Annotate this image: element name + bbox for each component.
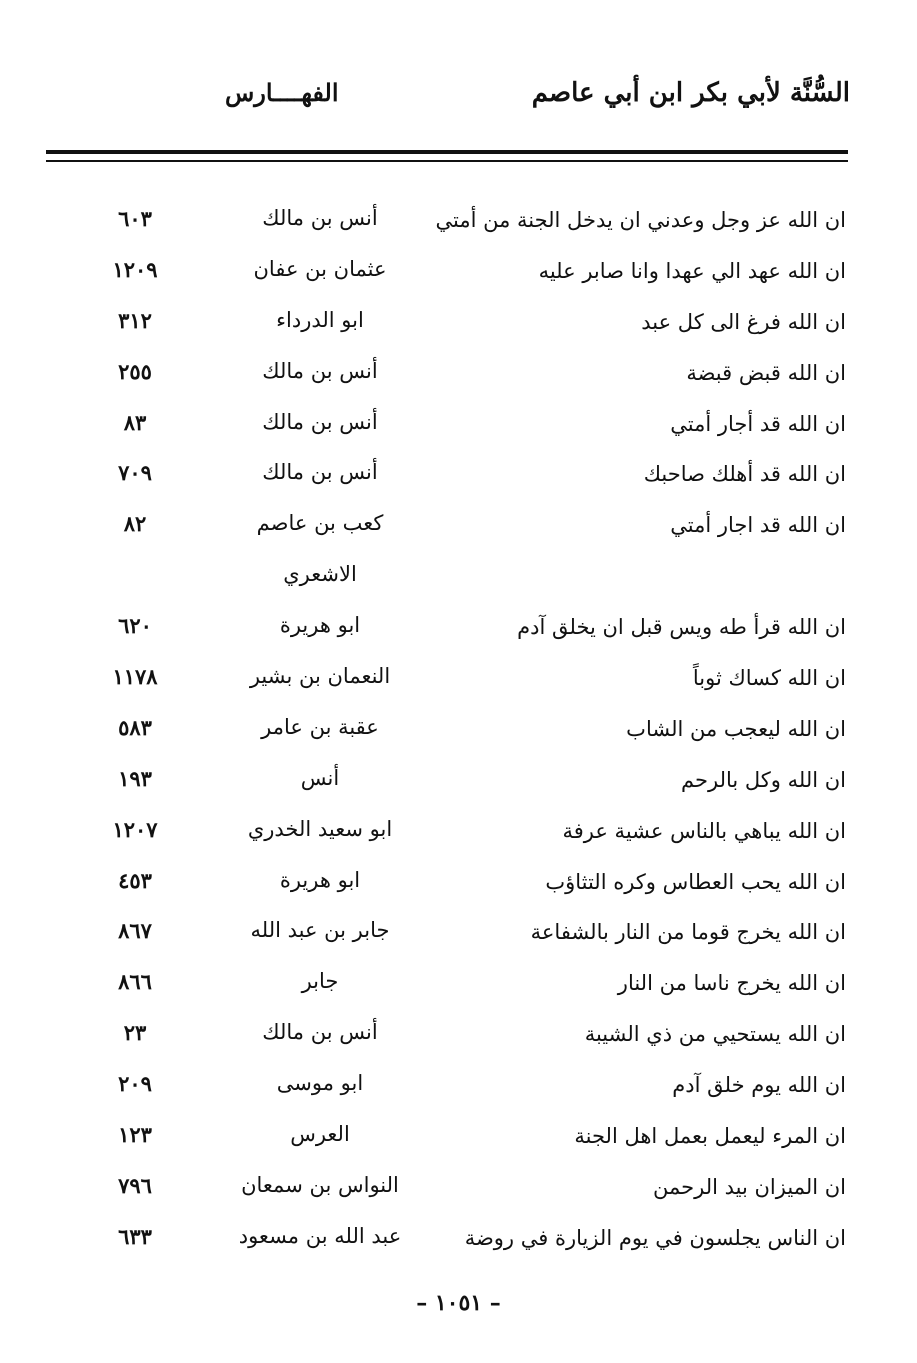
header-rule-thin — [46, 160, 848, 162]
table-row — [60, 503, 846, 554]
hadith-number: ٨٢ — [123, 511, 147, 537]
table-row — [60, 402, 846, 453]
hadith-number: ٥٨٣ — [118, 714, 152, 740]
hadith-number: ٨٦٦ — [118, 969, 152, 995]
narrator-name: ابو موسى — [276, 1071, 364, 1096]
hadith-text: ان الله قد أهلك صاحبك — [643, 462, 846, 487]
hadith-number: ٦٣٣ — [118, 1223, 152, 1249]
table-row — [60, 249, 846, 300]
hadith-text: ان الله يستحيي من ذي الشيبة — [584, 1022, 846, 1047]
narrator-name: عقبة بن عامر — [261, 714, 379, 739]
narrator-name: ابو سعيد الخدري — [247, 816, 393, 841]
narrator-name: أنس بن مالك — [262, 460, 378, 485]
table-row — [60, 860, 846, 911]
table-row — [60, 809, 846, 860]
narrator-name: ابو هريرة — [279, 613, 361, 638]
table-row — [60, 910, 846, 961]
hadith-number: ٢٥٥ — [118, 358, 152, 384]
narrator-name: جابر — [301, 969, 339, 994]
table-row — [60, 351, 846, 402]
table-row — [60, 1114, 846, 1165]
table-row — [60, 758, 846, 809]
narrator-name: أنس بن مالك — [262, 409, 378, 434]
table-row — [60, 1216, 846, 1267]
narrator-name: الاشعري — [283, 562, 357, 587]
narrator-name: أنس بن مالك — [262, 358, 378, 383]
table-row — [60, 961, 846, 1012]
index-table — [60, 198, 846, 1267]
hadith-text: ان المرء ليعمل بعمل اهل الجنة — [574, 1124, 846, 1149]
hadith-number: ٨٦٧ — [118, 918, 152, 944]
hadith-text: ان الله قد اجار أمتي — [670, 513, 846, 538]
book-title: السُّنَّة لأبي بكر ابن أبي عاصم — [531, 78, 850, 108]
narrator-name: أنس — [300, 765, 340, 790]
hadith-text: ان الله كساك ثوباً — [692, 666, 846, 691]
table-row — [60, 1012, 846, 1063]
narrator-name: جابر بن عبد الله — [250, 918, 390, 943]
hadith-text: ان الميزان بيد الرحمن — [653, 1174, 846, 1199]
table-row — [60, 1165, 846, 1216]
table-row — [60, 707, 846, 758]
hadith-text: ان الناس يجلسون في يوم الزيارة في روضة — [464, 1225, 846, 1250]
narrator-name: النواس بن سمعان — [241, 1172, 399, 1197]
hadith-number: ٢٣ — [123, 1020, 147, 1046]
hadith-number: ١١٧٨ — [112, 664, 158, 690]
narrator-name: عبد الله بن مسعود — [238, 1223, 402, 1248]
hadith-number: ١٩٣ — [118, 765, 152, 791]
hadith-number: ٣١٢ — [118, 307, 152, 333]
hadith-text: ان الله عز وجل وعدني ان يدخل الجنة من أمتي — [435, 208, 846, 232]
hadith-text: ان الله قرأ طه ويس قبل ان يخلق آدم — [517, 615, 846, 640]
page-number: – ١٠٥١ – — [416, 1290, 501, 1316]
hadith-number: ١٢٠٧ — [112, 816, 158, 842]
hadith-text: ان الله فرغ الى كل عبد — [641, 309, 846, 334]
table-row — [60, 300, 846, 351]
hadith-text: ان الله ليعجب من الشاب — [626, 716, 846, 741]
narrator-name: العرس — [290, 1122, 350, 1147]
hadith-number: ٦٠٣ — [118, 206, 152, 231]
hadith-text: ان الله يباهي بالناس عشية عرفة — [562, 818, 846, 843]
hadith-text: ان الله يخرج قوما من النار بالشفاعة — [530, 920, 846, 945]
hadith-text: ان الله يحب العطاس وكره التثاؤب — [545, 869, 846, 894]
hadith-number: ٢٠٩ — [118, 1071, 152, 1097]
table-row — [60, 554, 846, 605]
narrator-name: كعب بن عاصم — [256, 511, 384, 536]
table-row — [60, 198, 846, 249]
table-row — [60, 656, 846, 707]
header-rule-thick — [46, 150, 848, 154]
hadith-text: ان الله يوم خلق آدم — [672, 1073, 846, 1098]
hadith-number: ٤٥٣ — [118, 867, 152, 893]
page-header — [50, 78, 850, 128]
hadith-number: ١٢٣ — [118, 1122, 152, 1148]
hadith-number: ٨٣ — [123, 409, 147, 435]
hadith-text: ان الله يخرج ناسا من النار — [617, 971, 846, 996]
hadith-number: ١٢٠٩ — [112, 256, 158, 282]
narrator-name: ابو هريرة — [279, 867, 361, 892]
hadith-text: ان الله عهد الي عهدا وانا صابر عليه — [538, 258, 846, 283]
section-title: الفهــــارس — [225, 78, 339, 107]
hadith-text: ان الله قبض قبضة — [686, 360, 846, 385]
narrator-name: ابو الدرداء — [276, 307, 364, 332]
hadith-number: ٧٩٦ — [118, 1172, 152, 1198]
hadith-text: ان الله قد أجار أمتي — [670, 411, 846, 436]
narrator-name: أنس بن مالك — [262, 206, 378, 230]
narrator-name: النعمان بن بشير — [249, 664, 391, 689]
table-row — [60, 452, 846, 503]
hadith-number: ٦٢٠ — [118, 613, 152, 639]
narrator-name: أنس بن مالك — [262, 1020, 378, 1045]
hadith-text: ان الله وكل بالرحم — [681, 767, 846, 792]
hadith-number: ٧٠٩ — [118, 460, 152, 486]
narrator-name: عثمان بن عفان — [253, 256, 387, 281]
table-row — [60, 605, 846, 656]
table-row — [60, 1063, 846, 1114]
